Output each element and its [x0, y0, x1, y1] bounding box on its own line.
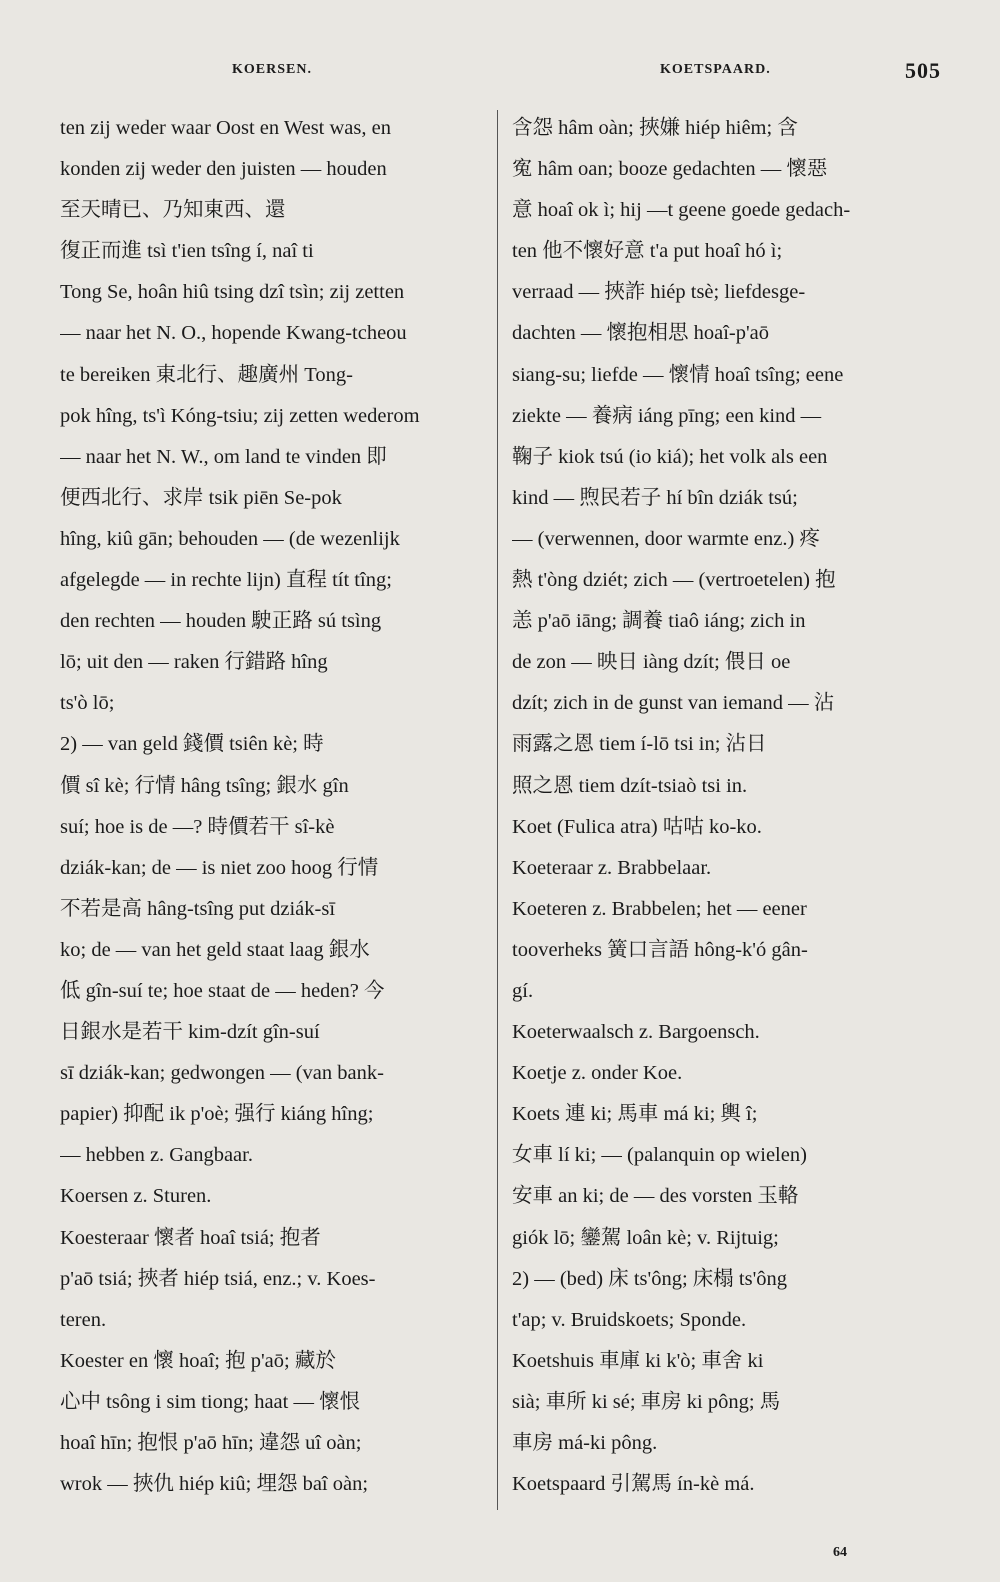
text-line: 低 gîn-suí te; hoe staat de — heden? 今: [60, 979, 385, 1002]
text-line: wrok — 挾仇 hiép kiû; 埋怨 baî oàn;: [60, 1473, 369, 1496]
text-line: afgelegde — in rechte lijn) 直程 tít tîng;: [60, 569, 392, 592]
left-column: [60, 108, 485, 1505]
text-line: verraad — 挾詐 hiép tsè; liefdesge-: [512, 281, 806, 304]
signature-mark: 64: [833, 1545, 847, 1560]
text-line: 熱 t'òng dziét; zich — (vertroetelen) 抱: [512, 569, 836, 592]
text-line: — (verwennen, door warmte enz.) 疼: [512, 527, 820, 550]
text-line: papier) 抑配 ik p'oè; 强行 kiáng hîng;: [60, 1103, 374, 1126]
text-line: Koeteraar z. Brabbelaar.: [512, 856, 712, 879]
text-line: Tong Se, hoân hiû tsing dzî tsìn; zij zetten: [60, 281, 405, 304]
text-line: 女車 lí ki; — (palanquin op wielen): [512, 1144, 807, 1167]
text-line: 不若是高 hâng-tsîng put dziák-sī: [60, 897, 336, 920]
text-line: de zon — 映日 iàng dzít; 偎日 oe: [512, 651, 791, 674]
text-line: — naar het N. O., hopende Kwang-tcheou: [60, 322, 407, 345]
text-line: Koeteren z. Brabbelen; het — eener: [512, 897, 807, 920]
text-line: sià; 車所 ki sé; 車房 ki pông; 馬: [512, 1390, 781, 1413]
text-line: pok hîng, ts'ì Kóng-tsiu; zij zetten wederom: [60, 404, 420, 427]
text-line: Koets 連 ki; 馬車 má ki; 輿 î;: [512, 1103, 758, 1126]
text-line: Koersen z. Sturen.: [60, 1185, 212, 1208]
text-line: 恙 p'aō iāng; 調養 tiaô iáng; zich in: [512, 610, 806, 633]
text-line: siang-su; liefde — 懷情 hoaî tsîng; eene: [512, 363, 844, 386]
text-line: 2) — van geld 錢價 tsiên kè; 時: [60, 733, 324, 756]
text-line: Koetje z. onder Koe.: [512, 1062, 683, 1085]
text-line: ko; de — van het geld staat laag 銀水: [60, 938, 370, 961]
text-line: Koesteraar 懷者 hoaî tsiá; 抱者: [60, 1226, 321, 1249]
column-divider: [497, 110, 498, 1510]
text-line: tooverheks 簧口言語 hông-k'ó gân-: [512, 938, 808, 961]
text-line: ziekte — 養病 iáng pīng; een kind —: [512, 404, 822, 427]
text-line: p'aō tsiá; 挾者 hiép tsiá, enz.; v. Koes-: [60, 1267, 376, 1290]
text-line: t'ap; v. Bruidskoets; Sponde.: [512, 1308, 747, 1331]
text-line: — naar het N. W., om land te vinden 即: [60, 445, 387, 468]
text-line: sī dziák-kan; gedwongen — (van bank-: [60, 1062, 384, 1085]
text-line: ten zij weder waar Oost en West was, en: [60, 117, 391, 139]
text-line: hoaî hīn; 抱恨 p'aō hīn; 違怨 uî oàn;: [60, 1432, 362, 1454]
text-line: 日銀水是若干 kim-dzít gîn-suí: [60, 1021, 320, 1044]
text-line: 寃 hâm oan; booze gedachten — 懷惡: [512, 158, 828, 181]
text-line: 2) — (bed) 床 ts'ông; 床榻 ts'ông: [512, 1267, 788, 1290]
text-line: Koet (Fulica atra) 咕咕 ko-ko.: [512, 815, 762, 838]
right-column: [512, 108, 942, 1505]
text-line: teren.: [60, 1308, 107, 1331]
text-line: suí; hoe is de —? 時價若干 sî-kè: [60, 815, 335, 838]
text-line: 雨露之恩 tiem í-lō tsi in; 沾日: [512, 733, 767, 756]
text-line: ten 他不懷好意 t'a put hoaî hó ì;: [512, 240, 783, 263]
text-line: 便西北行、求岸 tsik piēn Se-pok: [60, 486, 342, 509]
text-line: 價 sî kè; 行情 hâng tsîng; 銀水 gîn: [60, 774, 349, 797]
text-line: den rechten — houden 駛正路 sú tsìng: [60, 610, 382, 633]
text-line: Koeterwaalsch z. Bargoensch.: [512, 1021, 760, 1044]
text-line: Koester en 懷 hoaî; 抱 p'aō; 藏於: [60, 1349, 336, 1372]
text-line: 車房 má-ki pông.: [512, 1432, 658, 1454]
text-line: te bereiken 東北行、趣廣州 Tong-: [60, 363, 353, 386]
text-line: 含怨 hâm oàn; 挾嫌 hiép hiêm; 含: [512, 117, 798, 139]
text-line: 至天晴已、乃知東西、還: [60, 199, 286, 222]
text-line: giók lō; 鑾駕 loân kè; v. Rijtuig;: [512, 1226, 779, 1249]
text-line: dachten — 懷抱相思 hoaî-p'aō: [512, 322, 770, 345]
page-number: 505: [905, 58, 941, 83]
text-line: Koetshuis 車庫 ki k'ò; 車舍 ki: [512, 1349, 764, 1372]
text-line: ts'ò lō;: [60, 692, 115, 715]
text-line: hîng, kiû gān; behouden — (de wezenlijk: [60, 527, 400, 550]
text-line: 安車 an ki; de — des vorsten 玉輅: [512, 1185, 799, 1208]
text-line: 照之恩 tiem dzít-tsiaò tsi in.: [512, 774, 748, 797]
text-line: konden zij weder den juisten — houden: [60, 158, 387, 181]
running-head-left: KOERSEN.: [232, 62, 312, 77]
running-head-right: KOETSPAARD.: [660, 62, 771, 77]
text-line: 復正而進 tsì t'ien tsîng í, naî ti: [60, 240, 314, 263]
text-line: 鞠子 kiok tsú (io kiá); het volk als een: [512, 445, 828, 468]
text-line: gí.: [512, 979, 534, 1002]
text-line: — hebben z. Gangbaar.: [60, 1144, 253, 1167]
text-line: kind — 煦民若子 hí bîn dziák tsú;: [512, 486, 798, 509]
text-line: lō; uit den — raken 行錯路 hîng: [60, 651, 328, 674]
text-line: dzít; zich in de gunst van iemand — 沾: [512, 692, 835, 715]
text-line: Koetspaard 引駕馬 ín-kè má.: [512, 1473, 755, 1496]
text-line: 意 hoaî ok ì; hij —t geene goede gedach-: [512, 199, 851, 222]
text-line: 心中 tsông i sim tiong; haat — 懷恨: [60, 1390, 361, 1413]
text-line: dziák-kan; de — is niet zoo hoog 行情: [60, 856, 379, 879]
